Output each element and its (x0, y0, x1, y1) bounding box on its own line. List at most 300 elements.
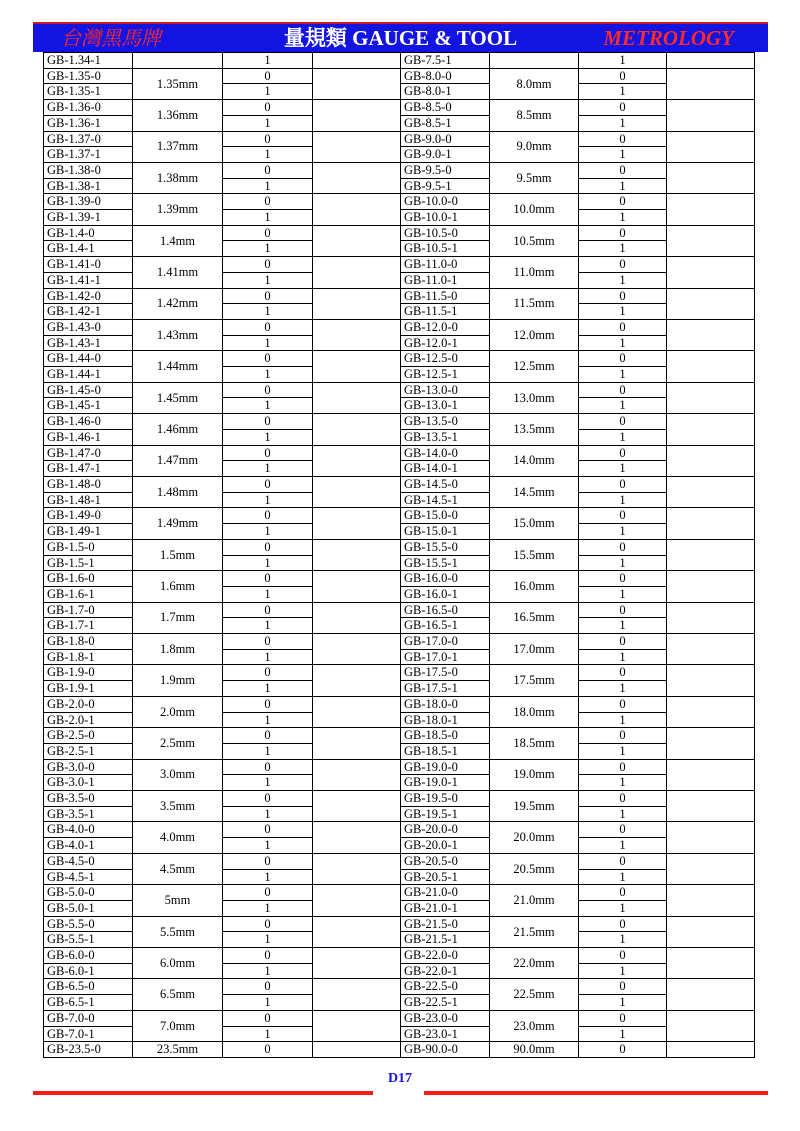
blank-cell (313, 634, 401, 665)
qty-cell: 0 (579, 1042, 667, 1058)
part-code: GB-9.5-1 (401, 178, 490, 194)
part-code: GB-1.4-1 (44, 241, 133, 257)
qty-cell: 1 (223, 555, 313, 571)
blank-cell (667, 162, 755, 193)
brand-name: 台灣黑馬牌 (61, 26, 161, 50)
table-row (44, 257, 755, 273)
size-cell: 1.9mm (133, 665, 223, 696)
part-code: GB-1.9-0 (44, 665, 133, 681)
qty-cell: 1 (579, 649, 667, 665)
part-code: GB-14.5-0 (401, 476, 490, 492)
table-row (44, 665, 755, 681)
part-code: GB-8.5-0 (401, 100, 490, 116)
part-code: GB-1.34-1 (44, 53, 133, 69)
size-cell: 21.0mm (490, 885, 579, 916)
part-code: GB-19.0-0 (401, 759, 490, 775)
qty-cell: 0 (579, 539, 667, 555)
part-code: GB-1.46-1 (44, 429, 133, 445)
blank-cell (667, 696, 755, 727)
qty-cell: 1 (579, 1026, 667, 1042)
table-row (44, 68, 755, 84)
part-code: GB-5.0-1 (44, 900, 133, 916)
part-code: GB-22.0-0 (401, 948, 490, 964)
table-row (44, 382, 755, 398)
qty-cell: 0 (579, 288, 667, 304)
qty-cell: 1 (223, 84, 313, 100)
qty-cell: 0 (223, 1010, 313, 1026)
qty-cell: 0 (579, 853, 667, 869)
qty-cell: 1 (223, 115, 313, 131)
table-row (44, 414, 755, 430)
qty-cell: 0 (579, 351, 667, 367)
qty-cell: 1 (579, 586, 667, 602)
blank-cell (667, 853, 755, 884)
part-code: GB-21.5-0 (401, 916, 490, 932)
size-cell: 15.5mm (490, 539, 579, 570)
size-cell: 1.42mm (133, 288, 223, 319)
blank-cell (313, 1010, 401, 1041)
size-cell: 23.5mm (133, 1042, 223, 1058)
qty-cell: 0 (579, 68, 667, 84)
part-code: GB-21.5-1 (401, 932, 490, 948)
blank-cell (667, 100, 755, 131)
part-code: GB-1.7-1 (44, 618, 133, 634)
size-cell: 4.0mm (133, 822, 223, 853)
part-code: GB-17.5-0 (401, 665, 490, 681)
table-row (44, 1010, 755, 1026)
table-row (44, 602, 755, 618)
size-cell: 1.36mm (133, 100, 223, 131)
table-row (44, 885, 755, 901)
part-code: GB-23.0-1 (401, 1026, 490, 1042)
qty-cell: 1 (579, 84, 667, 100)
qty-cell: 1 (579, 963, 667, 979)
size-cell: 1.7mm (133, 602, 223, 633)
qty-cell: 1 (579, 492, 667, 508)
blank-cell (667, 634, 755, 665)
blank-cell (313, 194, 401, 225)
table-row (44, 194, 755, 210)
qty-cell: 1 (223, 838, 313, 854)
size-cell: 1.5mm (133, 539, 223, 570)
table-row (44, 791, 755, 807)
size-cell: 14.0mm (490, 445, 579, 476)
qty-cell: 0 (223, 382, 313, 398)
qty-cell: 0 (223, 979, 313, 995)
blank-cell (313, 508, 401, 539)
size-cell (490, 53, 579, 69)
blank-cell (313, 319, 401, 350)
qty-cell: 0 (223, 696, 313, 712)
blank-cell (667, 476, 755, 507)
part-code: GB-1.47-1 (44, 461, 133, 477)
qty-cell: 1 (223, 995, 313, 1011)
blank-cell (313, 665, 401, 696)
size-cell: 20.5mm (490, 853, 579, 884)
qty-cell: 1 (579, 272, 667, 288)
size-cell: 1.38mm (133, 162, 223, 193)
part-code: GB-3.0-0 (44, 759, 133, 775)
blank-cell (667, 225, 755, 256)
qty-cell: 1 (223, 524, 313, 540)
part-code: GB-12.5-0 (401, 351, 490, 367)
qty-cell: 1 (579, 367, 667, 383)
part-code: GB-14.0-1 (401, 461, 490, 477)
part-code: GB-19.0-1 (401, 775, 490, 791)
part-code: GB-5.0-0 (44, 885, 133, 901)
qty-cell: 1 (223, 53, 313, 69)
size-cell: 21.5mm (490, 916, 579, 947)
qty-cell: 0 (223, 100, 313, 116)
part-code: GB-1.37-1 (44, 147, 133, 163)
size-cell: 1.47mm (133, 445, 223, 476)
qty-cell: 0 (579, 759, 667, 775)
qty-cell: 1 (223, 743, 313, 759)
size-cell: 1.43mm (133, 319, 223, 350)
table-row (44, 53, 755, 69)
part-code: GB-1.5-1 (44, 555, 133, 571)
table-row (44, 476, 755, 492)
qty-cell: 0 (579, 979, 667, 995)
part-code: GB-20.0-1 (401, 838, 490, 854)
blank-cell (667, 822, 755, 853)
qty-cell: 1 (223, 492, 313, 508)
part-code: GB-1.39-0 (44, 194, 133, 210)
qty-cell: 0 (223, 728, 313, 744)
blank-cell (667, 288, 755, 319)
table-body (44, 53, 755, 1058)
part-code: GB-1.49-0 (44, 508, 133, 524)
qty-cell: 0 (223, 445, 313, 461)
size-cell: 1.35mm (133, 68, 223, 99)
part-code: GB-16.0-1 (401, 586, 490, 602)
qty-cell: 1 (579, 178, 667, 194)
part-code: GB-2.5-0 (44, 728, 133, 744)
size-cell: 16.0mm (490, 571, 579, 602)
part-code: GB-1.42-1 (44, 304, 133, 320)
part-code: GB-1.39-1 (44, 210, 133, 226)
part-code: GB-1.36-0 (44, 100, 133, 116)
part-code: GB-14.0-0 (401, 445, 490, 461)
table-row (44, 979, 755, 995)
part-code: GB-1.41-0 (44, 257, 133, 273)
table-row (44, 759, 755, 775)
part-code: GB-1.48-0 (44, 476, 133, 492)
table-row (44, 351, 755, 367)
table-row (44, 822, 755, 838)
qty-cell: 1 (579, 618, 667, 634)
qty-cell: 1 (223, 1026, 313, 1042)
part-code: GB-9.0-0 (401, 131, 490, 147)
blank-cell (667, 979, 755, 1010)
table-row (44, 445, 755, 461)
qty-cell: 0 (223, 319, 313, 335)
qty-cell: 1 (579, 53, 667, 69)
qty-cell: 0 (579, 728, 667, 744)
size-cell: 1.48mm (133, 476, 223, 507)
footer-rule-right (424, 1091, 768, 1095)
part-code: GB-13.5-0 (401, 414, 490, 430)
part-code: GB-21.0-0 (401, 885, 490, 901)
qty-cell: 0 (223, 225, 313, 241)
blank-cell (313, 822, 401, 853)
part-code: GB-13.0-1 (401, 398, 490, 414)
part-code: GB-6.5-1 (44, 995, 133, 1011)
part-code: GB-11.0-0 (401, 257, 490, 273)
part-code: GB-1.6-1 (44, 586, 133, 602)
blank-cell (667, 53, 755, 69)
part-code: GB-12.5-1 (401, 367, 490, 383)
part-code: GB-1.36-1 (44, 115, 133, 131)
part-code: GB-16.0-0 (401, 571, 490, 587)
table-row (44, 634, 755, 650)
size-cell: 18.0mm (490, 696, 579, 727)
qty-cell: 0 (579, 571, 667, 587)
blank-cell (667, 68, 755, 99)
table-row (44, 288, 755, 304)
qty-cell: 0 (223, 539, 313, 555)
qty-cell: 1 (579, 900, 667, 916)
part-code: GB-1.43-1 (44, 335, 133, 351)
table-row (44, 728, 755, 744)
blank-cell (667, 445, 755, 476)
part-code: GB-1.7-0 (44, 602, 133, 618)
part-code: GB-19.5-1 (401, 806, 490, 822)
part-code: GB-1.35-0 (44, 68, 133, 84)
blank-cell (667, 319, 755, 350)
part-code: GB-12.0-0 (401, 319, 490, 335)
part-code: GB-1.49-1 (44, 524, 133, 540)
size-cell: 1.4mm (133, 225, 223, 256)
qty-cell: 0 (223, 68, 313, 84)
blank-cell (313, 68, 401, 99)
part-code: GB-6.0-0 (44, 948, 133, 964)
table-row (44, 162, 755, 178)
part-code: GB-17.5-1 (401, 681, 490, 697)
blank-cell (667, 508, 755, 539)
size-cell: 7.0mm (133, 1010, 223, 1041)
part-code: GB-4.0-0 (44, 822, 133, 838)
qty-cell: 1 (223, 586, 313, 602)
size-cell: 13.5mm (490, 414, 579, 445)
part-code: GB-18.0-0 (401, 696, 490, 712)
blank-cell (667, 382, 755, 413)
part-code: GB-13.5-1 (401, 429, 490, 445)
qty-cell: 0 (579, 414, 667, 430)
blank-cell (313, 382, 401, 413)
size-cell: 16.5mm (490, 602, 579, 633)
size-cell: 3.0mm (133, 759, 223, 790)
qty-cell: 1 (223, 775, 313, 791)
qty-cell: 0 (579, 948, 667, 964)
category-label: METROLOGY (603, 26, 734, 50)
blank-cell (313, 571, 401, 602)
table-row (44, 571, 755, 587)
qty-cell: 0 (579, 445, 667, 461)
qty-cell: 1 (223, 869, 313, 885)
qty-cell: 1 (223, 429, 313, 445)
qty-cell: 1 (579, 869, 667, 885)
qty-cell: 0 (223, 351, 313, 367)
blank-cell (313, 759, 401, 790)
size-cell: 12.0mm (490, 319, 579, 350)
qty-cell: 0 (223, 885, 313, 901)
size-cell: 8.5mm (490, 100, 579, 131)
blank-cell (667, 257, 755, 288)
part-code: GB-1.38-1 (44, 178, 133, 194)
qty-cell: 1 (223, 900, 313, 916)
part-code: GB-3.0-1 (44, 775, 133, 791)
qty-cell: 0 (579, 1010, 667, 1026)
size-cell: 1.49mm (133, 508, 223, 539)
qty-cell: 0 (223, 257, 313, 273)
qty-cell: 0 (223, 1042, 313, 1058)
qty-cell: 1 (579, 524, 667, 540)
qty-cell: 1 (223, 367, 313, 383)
qty-cell: 1 (579, 775, 667, 791)
blank-cell (313, 696, 401, 727)
blank-cell (313, 1042, 401, 1058)
part-code: GB-8.0-0 (401, 68, 490, 84)
blank-cell (313, 445, 401, 476)
part-code: GB-4.5-0 (44, 853, 133, 869)
size-cell: 1.45mm (133, 382, 223, 413)
qty-cell: 0 (579, 319, 667, 335)
size-cell: 2.0mm (133, 696, 223, 727)
part-code: GB-9.5-0 (401, 162, 490, 178)
qty-cell: 0 (579, 634, 667, 650)
qty-cell: 0 (579, 602, 667, 618)
part-code: GB-22.5-1 (401, 995, 490, 1011)
part-code: GB-23.5-0 (44, 1042, 133, 1058)
size-cell: 19.5mm (490, 791, 579, 822)
part-code: GB-11.5-0 (401, 288, 490, 304)
part-code: GB-1.45-0 (44, 382, 133, 398)
qty-cell: 1 (579, 241, 667, 257)
part-code: GB-5.5-0 (44, 916, 133, 932)
part-code: GB-15.5-0 (401, 539, 490, 555)
size-cell: 1.46mm (133, 414, 223, 445)
part-code: GB-1.38-0 (44, 162, 133, 178)
part-code: GB-8.0-1 (401, 84, 490, 100)
part-code: GB-22.0-1 (401, 963, 490, 979)
qty-cell: 0 (579, 885, 667, 901)
blank-cell (313, 131, 401, 162)
size-cell: 1.6mm (133, 571, 223, 602)
blank-cell (667, 539, 755, 570)
size-cell: 1.44mm (133, 351, 223, 382)
part-code: GB-1.6-0 (44, 571, 133, 587)
part-code: GB-18.5-1 (401, 743, 490, 759)
part-code: GB-1.41-1 (44, 272, 133, 288)
size-cell: 22.5mm (490, 979, 579, 1010)
part-code: GB-1.8-0 (44, 634, 133, 650)
size-cell: 20.0mm (490, 822, 579, 853)
size-cell: 17.0mm (490, 634, 579, 665)
blank-cell (667, 131, 755, 162)
qty-cell: 0 (579, 257, 667, 273)
qty-cell: 0 (223, 571, 313, 587)
qty-cell: 1 (223, 304, 313, 320)
qty-cell: 1 (223, 618, 313, 634)
blank-cell (313, 853, 401, 884)
part-code: GB-6.5-0 (44, 979, 133, 995)
blank-cell (313, 476, 401, 507)
table-row (44, 948, 755, 964)
qty-cell: 1 (223, 649, 313, 665)
table-row (44, 319, 755, 335)
part-code: GB-1.4-0 (44, 225, 133, 241)
blank-cell (313, 257, 401, 288)
gauge-spec-table (43, 52, 755, 1058)
qty-cell: 1 (579, 932, 667, 948)
part-code: GB-11.0-1 (401, 272, 490, 288)
size-cell: 5mm (133, 885, 223, 916)
header-bar (33, 22, 768, 52)
qty-cell: 0 (579, 822, 667, 838)
table-row (44, 1042, 755, 1058)
qty-cell: 0 (579, 916, 667, 932)
part-code: GB-15.0-0 (401, 508, 490, 524)
part-code: GB-17.0-1 (401, 649, 490, 665)
part-code: GB-1.35-1 (44, 84, 133, 100)
part-code: GB-15.0-1 (401, 524, 490, 540)
part-code: GB-18.5-0 (401, 728, 490, 744)
qty-cell: 0 (579, 665, 667, 681)
part-code: GB-5.5-1 (44, 932, 133, 948)
blank-cell (313, 100, 401, 131)
part-code: GB-19.5-0 (401, 791, 490, 807)
size-cell: 9.0mm (490, 131, 579, 162)
size-cell: 1.37mm (133, 131, 223, 162)
blank-cell (313, 225, 401, 256)
qty-cell: 1 (579, 995, 667, 1011)
size-cell: 11.0mm (490, 257, 579, 288)
table-row (44, 508, 755, 524)
qty-cell: 1 (579, 398, 667, 414)
size-cell: 22.0mm (490, 948, 579, 979)
part-code: GB-7.5-1 (401, 53, 490, 69)
blank-cell (313, 791, 401, 822)
qty-cell: 0 (579, 131, 667, 147)
blank-cell (313, 979, 401, 1010)
qty-cell: 0 (223, 948, 313, 964)
size-cell: 10.0mm (490, 194, 579, 225)
part-code: GB-10.5-1 (401, 241, 490, 257)
qty-cell: 1 (223, 461, 313, 477)
blank-cell (667, 571, 755, 602)
part-code: GB-8.5-1 (401, 115, 490, 131)
part-code: GB-13.0-0 (401, 382, 490, 398)
size-cell: 8.0mm (490, 68, 579, 99)
qty-cell: 1 (579, 461, 667, 477)
qty-cell: 1 (579, 304, 667, 320)
table-row (44, 696, 755, 712)
blank-cell (313, 539, 401, 570)
qty-cell: 1 (223, 272, 313, 288)
qty-cell: 1 (579, 335, 667, 351)
size-cell: 14.5mm (490, 476, 579, 507)
part-code: GB-1.37-0 (44, 131, 133, 147)
qty-cell: 1 (579, 555, 667, 571)
size-cell: 5.5mm (133, 916, 223, 947)
blank-cell (667, 791, 755, 822)
qty-cell: 0 (579, 162, 667, 178)
qty-cell: 0 (223, 288, 313, 304)
part-code: GB-2.0-0 (44, 696, 133, 712)
qty-cell: 1 (579, 429, 667, 445)
part-code: GB-18.0-1 (401, 712, 490, 728)
